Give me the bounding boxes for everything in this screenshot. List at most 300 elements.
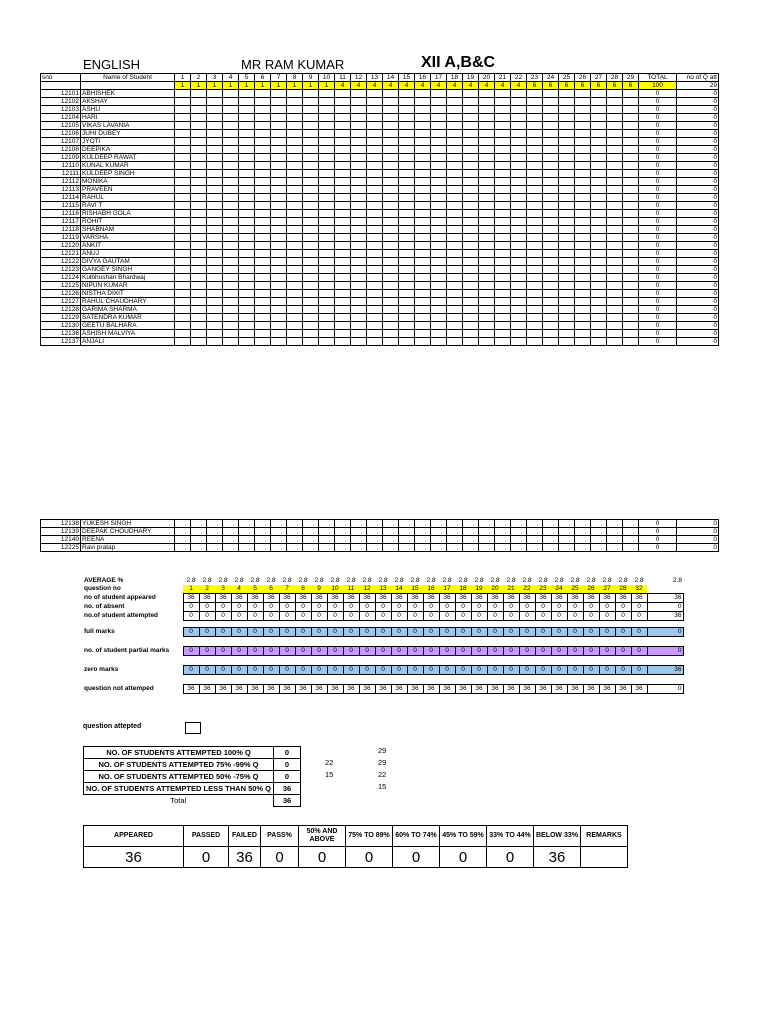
score-cell: [559, 218, 575, 226]
score-cell: [431, 298, 447, 306]
score-cell: [319, 130, 335, 138]
stat-row: [83, 647, 683, 656]
student-attempted: 0: [677, 290, 719, 298]
total-header: TOTAL: [639, 74, 677, 82]
score-cell: [367, 194, 383, 202]
score-cell: [287, 106, 303, 114]
stat-value: 0: [615, 666, 631, 675]
score-cell: [447, 106, 463, 114]
score-cell: [367, 250, 383, 258]
question-no-row: [83, 585, 683, 594]
score-cell: [463, 242, 479, 250]
student-row: [41, 122, 719, 130]
score-cell: [447, 138, 463, 146]
score-cell: [223, 520, 239, 528]
score-cell: [463, 520, 479, 528]
score-cell: [431, 170, 447, 178]
score-cell: [623, 242, 639, 250]
score-cell: [383, 106, 399, 114]
average-value: 2.8: [362, 577, 372, 584]
stat-row: [83, 685, 683, 694]
stat-value: 0: [375, 603, 391, 612]
score-cell: [527, 274, 543, 282]
student-attempted: 0: [677, 210, 719, 218]
score-cell: [447, 130, 463, 138]
stat-value: 0: [359, 603, 375, 612]
score-cell: [207, 226, 223, 234]
stat-value: 0: [407, 647, 423, 656]
stat-label: no of student appeared: [84, 594, 156, 601]
question-count-value: 29: [378, 758, 387, 767]
score-cell: [271, 242, 287, 250]
score-cell: [575, 186, 591, 194]
score-cell: [415, 274, 431, 282]
question-header: 23: [527, 74, 543, 82]
score-cell: [383, 170, 399, 178]
student-row: [41, 242, 719, 250]
score-cell: [415, 528, 431, 536]
score-cell: [607, 210, 623, 218]
stat-value: 0: [295, 603, 311, 612]
result-value: 0: [184, 847, 229, 868]
score-cell: [431, 122, 447, 130]
score-cell: [191, 90, 207, 98]
score-cell: [511, 528, 527, 536]
score-cell: [287, 146, 303, 154]
score-cell: [415, 282, 431, 290]
student-sno: 12116: [41, 210, 81, 218]
score-cell: [495, 122, 511, 130]
average-value: 2.8: [490, 577, 500, 584]
score-cell: [511, 186, 527, 194]
score-cell: [175, 146, 191, 154]
student-attempted: 0: [677, 186, 719, 194]
student-total: 0: [639, 106, 677, 114]
score-cell: [335, 266, 351, 274]
stat-value: 36: [279, 685, 295, 694]
score-cell: [287, 528, 303, 536]
score-cell: [191, 162, 207, 170]
score-cell: [575, 210, 591, 218]
student-total: 0: [639, 544, 677, 552]
stat-value: 36: [183, 594, 199, 603]
score-cell: [303, 242, 319, 250]
score-cell: [351, 274, 367, 282]
score-cell: [287, 90, 303, 98]
score-cell: [239, 162, 255, 170]
score-cell: [511, 138, 527, 146]
score-cell: [623, 114, 639, 122]
score-cell: [495, 242, 511, 250]
score-cell: [255, 330, 271, 338]
score-cell: [255, 130, 271, 138]
question-no-cell: 28: [615, 585, 631, 594]
student-name: HARI: [81, 114, 175, 122]
student-row: [41, 98, 719, 106]
score-cell: [415, 146, 431, 154]
stat-value: 36: [503, 685, 519, 694]
score-cell: [463, 528, 479, 536]
student-total: 0: [639, 528, 677, 536]
score-cell: [527, 298, 543, 306]
score-cell: [367, 544, 383, 552]
score-cell: [351, 146, 367, 154]
stat-value: 36: [439, 685, 455, 694]
score-cell: [287, 322, 303, 330]
student-row: [41, 290, 719, 298]
student-attempted: 0: [677, 170, 719, 178]
score-cell: [191, 274, 207, 282]
stat-label: no. of student partial marks: [84, 647, 170, 654]
score-cell: [623, 178, 639, 186]
stat-row: [83, 612, 683, 621]
score-cell: [415, 202, 431, 210]
score-cell: [319, 282, 335, 290]
stat-value: 0: [295, 666, 311, 675]
score-cell: [447, 114, 463, 122]
stat-total: 0: [647, 685, 683, 694]
stat-value: 0: [391, 603, 407, 612]
score-cell: [527, 314, 543, 322]
score-cell: [543, 146, 559, 154]
score-cell: [399, 146, 415, 154]
score-cell: [335, 178, 351, 186]
student-attempted: 0: [677, 330, 719, 338]
student-sno: 12101: [41, 90, 81, 98]
student-total: 0: [639, 234, 677, 242]
total-max-cell: 100: [639, 82, 677, 90]
stat-value: 0: [439, 647, 455, 656]
score-cell: [319, 274, 335, 282]
score-cell: [399, 234, 415, 242]
score-cell: [559, 90, 575, 98]
score-cell: [319, 162, 335, 170]
student-attempted: 0: [677, 202, 719, 210]
score-cell: [415, 122, 431, 130]
spacer: [83, 675, 683, 685]
average-value: 2.8: [602, 577, 612, 584]
score-cell: [575, 528, 591, 536]
score-cell: [511, 146, 527, 154]
score-cell: [543, 536, 559, 544]
stat-value: 0: [631, 603, 647, 612]
score-cell: [495, 178, 511, 186]
score-cell: [479, 234, 495, 242]
score-cell: [479, 114, 495, 122]
score-cell: [207, 290, 223, 298]
score-cell: [351, 306, 367, 314]
score-cell: [607, 114, 623, 122]
student-name: RAVI T: [81, 202, 175, 210]
score-cell: [207, 250, 223, 258]
score-cell: [383, 314, 399, 322]
stat-value: 0: [375, 647, 391, 656]
student-sno: 12121: [41, 250, 81, 258]
stat-value: 0: [279, 628, 295, 637]
student-row: [41, 314, 719, 322]
score-cell: [575, 178, 591, 186]
score-cell: [271, 106, 287, 114]
score-cell: [223, 210, 239, 218]
average-value: 2.8: [346, 577, 356, 584]
max-mark-cell: 1: [287, 82, 303, 90]
score-cell: [319, 306, 335, 314]
score-cell: [431, 536, 447, 544]
score-cell: [319, 210, 335, 218]
spacer-row: [83, 621, 683, 628]
score-cell: [463, 154, 479, 162]
max-mark-cell: 4: [383, 82, 399, 90]
score-cell: [223, 536, 239, 544]
score-cell: [575, 544, 591, 552]
score-cell: [303, 170, 319, 178]
stat-value: 0: [327, 666, 343, 675]
stat-value: 0: [599, 628, 615, 637]
stat-value: 36: [183, 685, 199, 694]
score-cell: [543, 162, 559, 170]
score-cell: [335, 338, 351, 346]
score-cell: [511, 250, 527, 258]
student-name: KULDEEP SINGH: [81, 170, 175, 178]
max-mark-cell: 6: [559, 82, 575, 90]
score-cell: [175, 520, 191, 528]
score-cell: [415, 536, 431, 544]
score-cell: [463, 194, 479, 202]
score-cell: [623, 322, 639, 330]
average-value: 2.8: [458, 577, 468, 584]
score-cell: [351, 178, 367, 186]
score-cell: [175, 210, 191, 218]
score-cell: [479, 154, 495, 162]
stat-value: 0: [375, 612, 391, 621]
summary-value: 0: [274, 771, 301, 783]
score-cell: [511, 314, 527, 322]
stat-value: 36: [359, 594, 375, 603]
score-cell: [287, 282, 303, 290]
score-cell: [383, 338, 399, 346]
score-cell: [223, 178, 239, 186]
score-cell: [623, 314, 639, 322]
score-cell: [607, 90, 623, 98]
summary-label: NO. OF STUDENTS ATTEMPTED 50% -75% Q: [84, 771, 274, 783]
score-cell: [479, 242, 495, 250]
score-cell: [607, 242, 623, 250]
score-cell: [511, 218, 527, 226]
score-cell: [511, 274, 527, 282]
student-sno: 12114: [41, 194, 81, 202]
score-cell: [175, 130, 191, 138]
score-cell: [527, 258, 543, 266]
score-cell: [591, 226, 607, 234]
score-cell: [335, 330, 351, 338]
spacer-row: [83, 656, 683, 666]
stat-value: 0: [503, 628, 519, 637]
score-cell: [399, 170, 415, 178]
stat-value: 0: [535, 647, 551, 656]
question-no-cell: 21: [503, 585, 519, 594]
score-cell: [431, 306, 447, 314]
score-cell: [319, 186, 335, 194]
student-total: 0: [639, 194, 677, 202]
student-name: ANKIT: [81, 242, 175, 250]
student-attempted: 0: [677, 250, 719, 258]
stat-value: 36: [455, 594, 471, 603]
score-cell: [335, 114, 351, 122]
score-cell: [399, 290, 415, 298]
score-cell: [447, 186, 463, 194]
score-cell: [351, 138, 367, 146]
score-cell: [479, 178, 495, 186]
score-cell: [271, 274, 287, 282]
score-cell: [255, 544, 271, 552]
score-cell: [447, 226, 463, 234]
score-cell: [543, 138, 559, 146]
score-cell: [255, 250, 271, 258]
score-cell: [527, 234, 543, 242]
threshold-value: [325, 746, 333, 758]
score-cell: [463, 298, 479, 306]
score-cell: [447, 528, 463, 536]
score-cell: [207, 130, 223, 138]
max-mark-cell: 4: [335, 82, 351, 90]
score-cell: [575, 314, 591, 322]
score-cell: [175, 218, 191, 226]
score-cell: [175, 202, 191, 210]
question-header: 21: [495, 74, 511, 82]
question-header: 4: [223, 74, 239, 82]
score-cell: [399, 250, 415, 258]
score-cell: [367, 266, 383, 274]
score-cell: [287, 138, 303, 146]
score-cell: [575, 298, 591, 306]
score-cell: [607, 266, 623, 274]
score-cell: [591, 242, 607, 250]
score-cell: [511, 130, 527, 138]
question-header: 19: [463, 74, 479, 82]
score-cell: [175, 544, 191, 552]
score-cell: [335, 210, 351, 218]
score-cell: [303, 146, 319, 154]
summary-label: NO. OF STUDENTS ATTEMPTED 100% Q: [84, 747, 274, 759]
max-mark-cell: 4: [415, 82, 431, 90]
average-value: 2.8: [618, 577, 628, 584]
score-cell: [191, 106, 207, 114]
score-cell: [591, 178, 607, 186]
score-cell: [383, 258, 399, 266]
stat-value: 0: [343, 612, 359, 621]
score-cell: [367, 290, 383, 298]
summary-row: [84, 771, 301, 783]
teacher-name: MR RAM KUMAR: [241, 57, 345, 72]
stat-value: 36: [231, 594, 247, 603]
score-cell: [415, 98, 431, 106]
result-header: 45% TO 59%: [440, 826, 487, 847]
question-header: 17: [431, 74, 447, 82]
stat-value: 0: [455, 666, 471, 675]
question-no-cell: 10: [327, 585, 343, 594]
score-cell: [591, 544, 607, 552]
score-cell: [271, 218, 287, 226]
score-cell: [239, 544, 255, 552]
summary-thresholds: [325, 746, 333, 794]
student-attempted: 0: [677, 114, 719, 122]
score-cell: [495, 202, 511, 210]
score-cell: [383, 90, 399, 98]
score-cell: [239, 290, 255, 298]
score-cell: [495, 258, 511, 266]
average-value: 2.8: [282, 577, 292, 584]
score-cell: [271, 314, 287, 322]
stat-value: 0: [551, 603, 567, 612]
score-cell: [479, 322, 495, 330]
stat-value: 0: [327, 612, 343, 621]
score-cell: [367, 162, 383, 170]
stat-value: 0: [263, 628, 279, 637]
average-value: 2.8: [426, 577, 436, 584]
stat-value: 0: [343, 628, 359, 637]
score-cell: [591, 306, 607, 314]
stat-value: 0: [615, 612, 631, 621]
score-cell: [255, 218, 271, 226]
score-cell: [543, 154, 559, 162]
student-row: [41, 210, 719, 218]
score-cell: [351, 210, 367, 218]
score-cell: [607, 170, 623, 178]
score-cell: [495, 90, 511, 98]
score-cell: [511, 170, 527, 178]
score-cell: [367, 226, 383, 234]
stat-value: 0: [583, 647, 599, 656]
score-cell: [559, 338, 575, 346]
score-cell: [191, 282, 207, 290]
student-attempted: 0: [677, 178, 719, 186]
qatt-max-cell: 29: [677, 82, 719, 90]
score-cell: [447, 250, 463, 258]
score-cell: [527, 520, 543, 528]
stat-value: 0: [327, 628, 343, 637]
score-cell: [207, 544, 223, 552]
score-cell: [399, 114, 415, 122]
score-cell: [255, 282, 271, 290]
score-cell: [511, 266, 527, 274]
score-cell: [303, 282, 319, 290]
score-cell: [511, 178, 527, 186]
score-cell: [191, 338, 207, 346]
student-total: 0: [639, 282, 677, 290]
score-cell: [479, 194, 495, 202]
score-cell: [335, 162, 351, 170]
result-value: 0: [487, 847, 534, 868]
student-total: 0: [639, 274, 677, 282]
score-cell: [351, 226, 367, 234]
score-cell: [319, 544, 335, 552]
score-cell: [511, 520, 527, 528]
score-cell: [383, 528, 399, 536]
score-cell: [303, 130, 319, 138]
score-cell: [463, 322, 479, 330]
score-cell: [319, 258, 335, 266]
score-cell: [207, 520, 223, 528]
stat-value: 36: [407, 685, 423, 694]
score-cell: [271, 290, 287, 298]
score-cell: [527, 106, 543, 114]
score-cell: [367, 536, 383, 544]
score-cell: [399, 226, 415, 234]
score-cell: [527, 146, 543, 154]
average-value: 2.8: [570, 577, 580, 584]
score-cell: [447, 544, 463, 552]
score-cell: [479, 170, 495, 178]
